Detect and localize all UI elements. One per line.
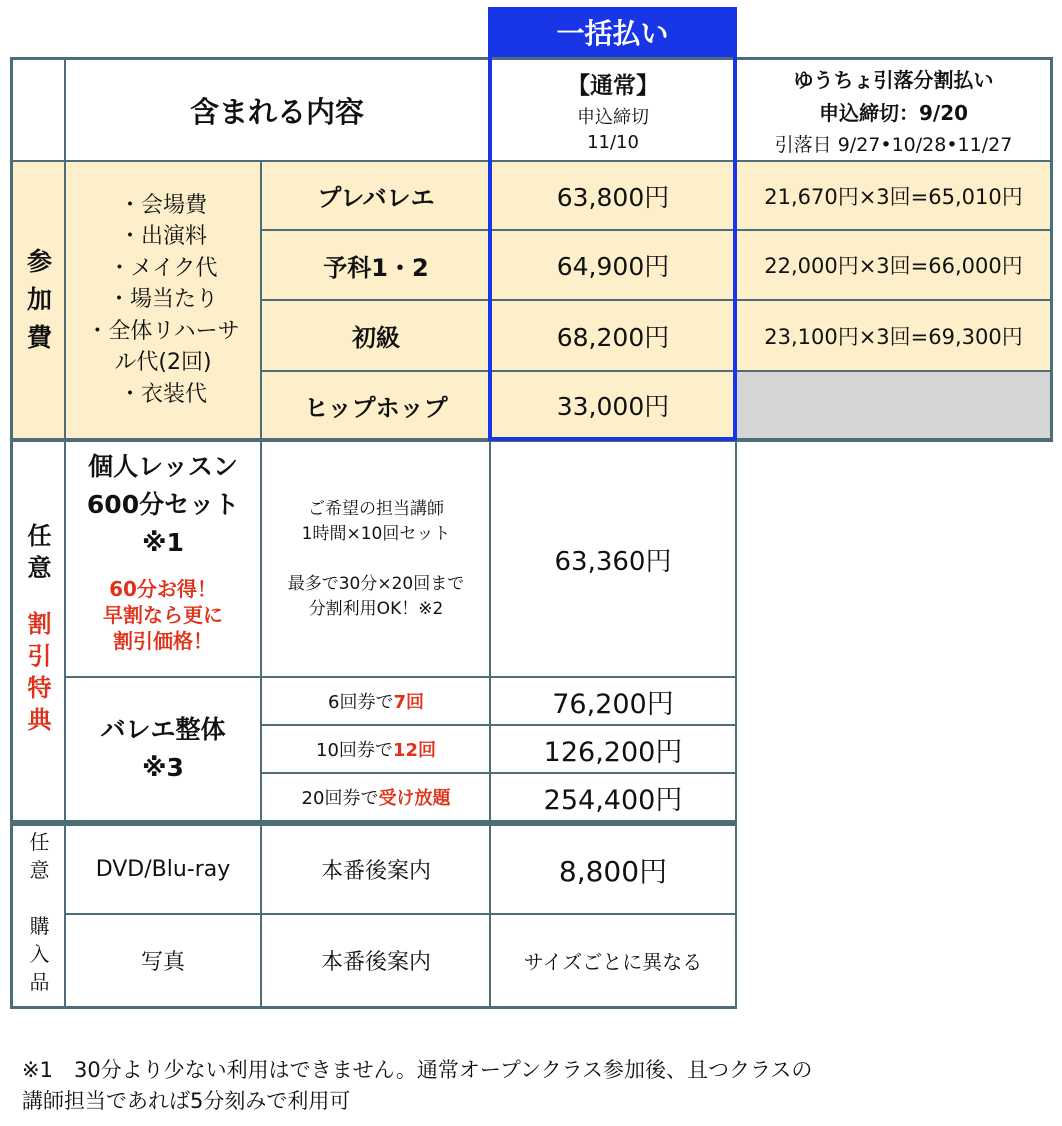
lump-sum-tab: 一括払い [488, 7, 737, 57]
class-price: 68,200円 [556, 322, 670, 352]
seitai-ticket-price: 254,400円 [543, 784, 683, 816]
seitai-ticket: 10回券で 12回 [316, 740, 436, 761]
private-lesson-price: 63,360円 [554, 546, 672, 577]
private-lesson-name: 個人レッスン 600分セット ※1 60分お得！ 早割なら更に 割引価格！ [86, 452, 240, 653]
purchase-item-name: DVD/Blu-ray [95, 857, 231, 882]
class-name: ヒップホップ [304, 393, 448, 422]
seitai-ticket: 20回券で 受け放題 [301, 788, 451, 809]
optional-purchase-label: 任 意 購 入 品 [29, 830, 50, 994]
class-installment-price: 22,000円×3回=66,000円 [764, 254, 1023, 278]
purchase-item-info: 本番後案内 [320, 950, 431, 975]
purchase-item-info: 本番後案内 [320, 859, 431, 884]
seitai-ticket-price: 76,200円 [552, 688, 674, 720]
class-price: 64,900円 [556, 252, 670, 281]
footnote: ※1 30分より少ない利用はできません。通常オープンクラス参加後、且つクラスの 講師担当であれば5分刻みで利用可 [22, 1058, 813, 1113]
class-price: 63,800円 [556, 182, 670, 212]
seitai-name: バレエ整体 ※3 [100, 715, 226, 782]
included-items: ・会場費 ・出演料 ・メイク代 ・場当たり ・全体リハーサ ル代(2回) ・衣装代 [86, 192, 240, 407]
private-lesson-description: ご希望の担当講師 1時間×10回セット 最多で30分×20回まで 分割利用OK！※2 [287, 498, 465, 619]
class-price: 33,000円 [556, 392, 670, 421]
early-bird-promo: 60分お得！ 早割なら更に 割引価格！ [103, 577, 223, 653]
class-installment-price: 21,670円×3回=65,010円 [764, 184, 1023, 209]
participation-fee-label: 参 加 費 [26, 247, 52, 352]
installment-unavailable-cell [737, 372, 1050, 438]
installment-header: ゆうちょ引落分割払い 申込締切：9/20 引落日 9/27•10/28•11/27 [774, 67, 1013, 156]
seitai-ticket: 6回券で 7回 [328, 692, 424, 713]
class-name: 初級 [352, 324, 400, 352]
purchase-item-name: 写真 [140, 950, 185, 975]
normal-header: 【通常】 申込締切 11/10 [567, 73, 659, 153]
purchase-item-price: サイズごとに異なる [523, 950, 703, 974]
purchase-item-price: 8,800円 [558, 854, 668, 888]
class-name: プレバレエ [317, 184, 435, 212]
seitai-ticket-price: 126,200円 [543, 736, 683, 768]
class-installment-price: 23,100円×3回=69,300円 [764, 324, 1023, 349]
class-name: 予科1・2 [323, 253, 429, 282]
contents-header: 含まれる内容 [189, 94, 364, 129]
optional-discount-label: 任 意 割 引 特 典 [27, 522, 52, 734]
